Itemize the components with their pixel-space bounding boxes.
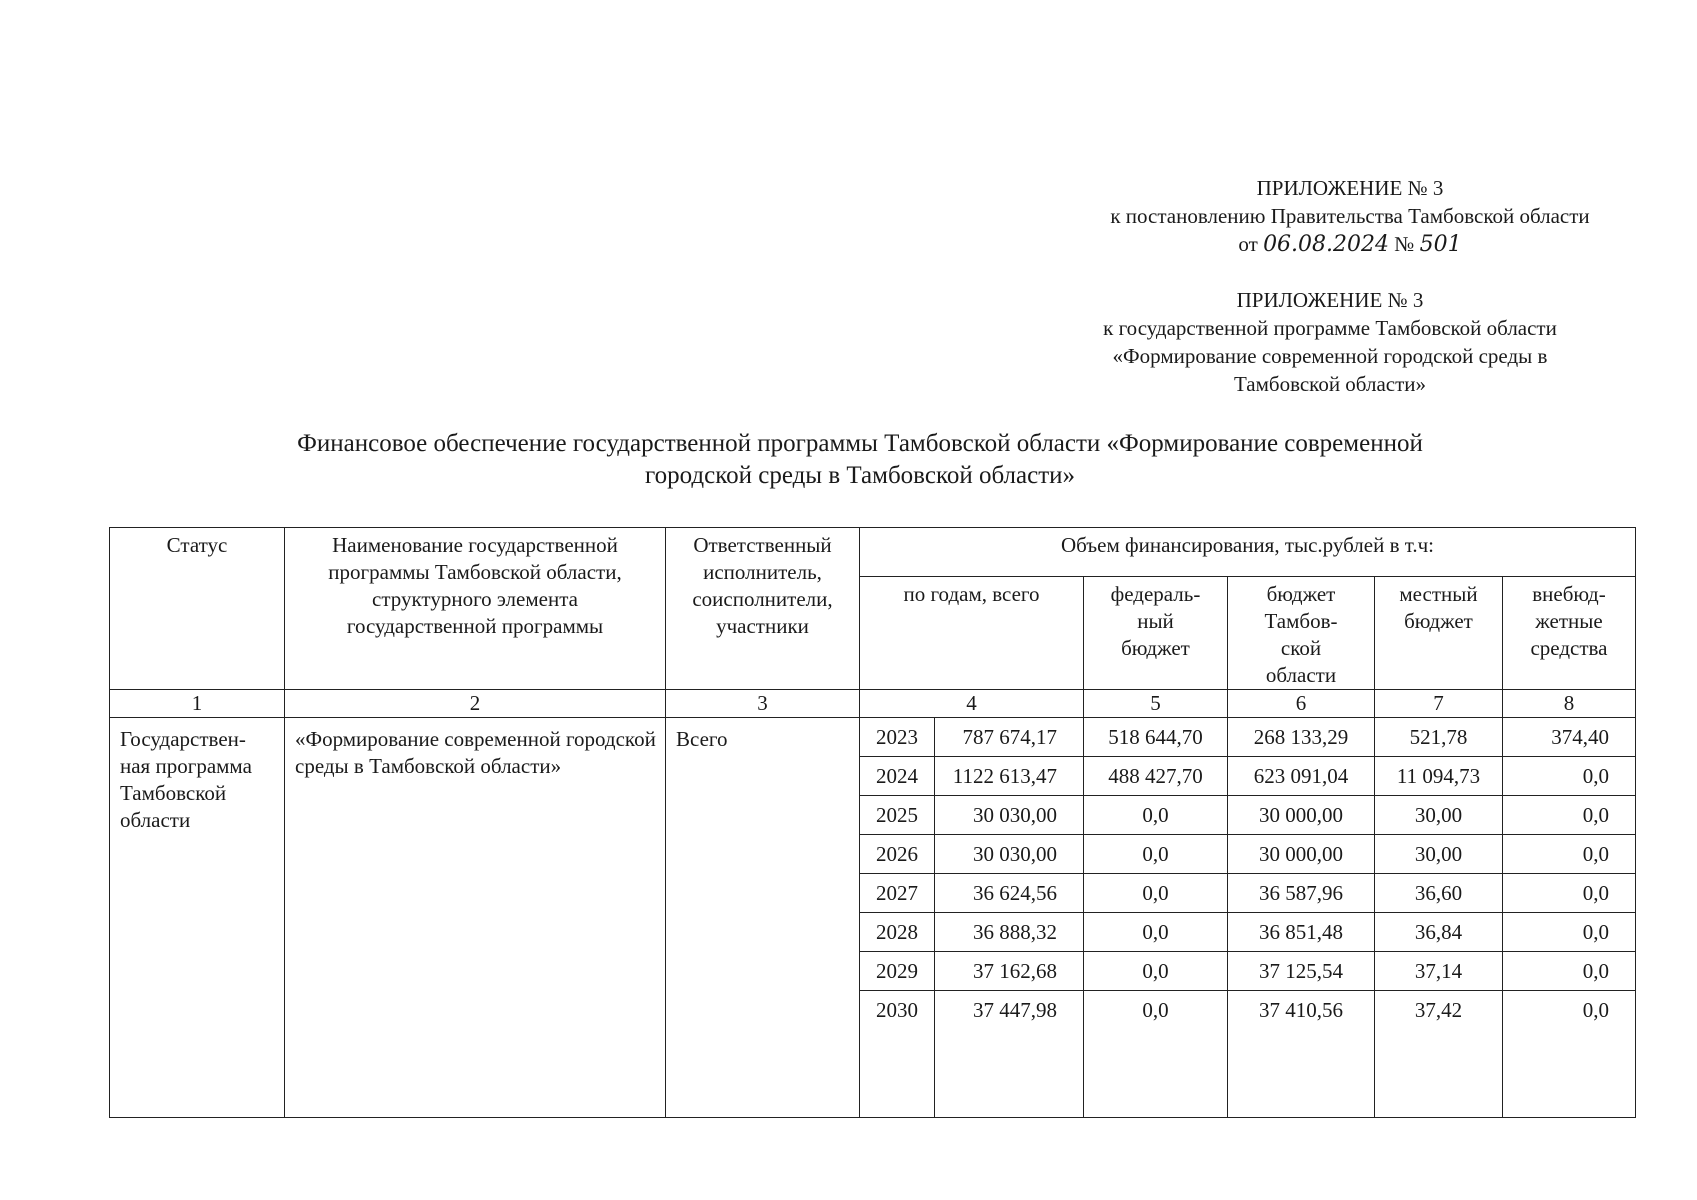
local-cell: 36,84 xyxy=(1375,913,1503,952)
col-number: 6 xyxy=(1228,690,1375,718)
header-name: Наименование государственной программы Тамбовской области, структурного элемента государственной программы xyxy=(285,528,666,690)
col-number: 3 xyxy=(666,690,860,718)
header-row-1 xyxy=(110,528,1636,577)
extra-cell: 0,0 xyxy=(1503,913,1636,952)
date-prefix: от xyxy=(1238,232,1258,256)
number-prefix: № xyxy=(1394,232,1415,256)
local-cell: 521,78 xyxy=(1375,718,1503,757)
federal-cell: 0,0 xyxy=(1084,874,1228,913)
regional-cell: 36 851,48 xyxy=(1228,913,1375,952)
total-cell: 36 888,32 xyxy=(935,913,1084,952)
decree-appendix-label: ПРИЛОЖЕНИЕ № 3 xyxy=(1256,176,1444,200)
year-cell: 2026 xyxy=(860,835,935,874)
year-cell: 2025 xyxy=(860,796,935,835)
header-funding: Объем финансирования, тыс.рублей в т.ч: xyxy=(860,528,1636,577)
table-row xyxy=(110,718,1636,757)
federal-cell: 518 644,70 xyxy=(1084,718,1228,757)
extra-cell: 0,0 xyxy=(1503,757,1636,796)
program-name-cell: «Формирование современной городской среды в Тамбовской области» xyxy=(285,718,666,1118)
col-number: 8 xyxy=(1503,690,1636,718)
program-appendix-line3: Тамбовской области» xyxy=(1233,372,1427,396)
col-number: 4 xyxy=(860,690,1084,718)
regional-cell: 268 133,29 xyxy=(1228,718,1375,757)
responsible-cell: Всего xyxy=(666,718,860,1118)
local-cell: 37,42 xyxy=(1375,991,1503,1118)
total-cell: 37 447,98 xyxy=(935,991,1084,1118)
program-appendix-line2: «Формирование современной городской среды в xyxy=(1112,344,1548,368)
decree-reference xyxy=(1060,174,1640,259)
column-number-row xyxy=(110,690,1636,718)
regional-cell: 623 091,04 xyxy=(1228,757,1375,796)
year-cell: 2029 xyxy=(860,952,935,991)
federal-cell: 0,0 xyxy=(1084,991,1228,1118)
header-regional: бюджет Тамбов-ской области xyxy=(1228,577,1375,690)
local-cell: 37,14 xyxy=(1375,952,1503,991)
program-appendix-reference xyxy=(1060,286,1600,398)
year-cell: 2027 xyxy=(860,874,935,913)
federal-cell: 0,0 xyxy=(1084,913,1228,952)
total-cell: 37 162,68 xyxy=(935,952,1084,991)
col-number: 2 xyxy=(285,690,666,718)
federal-cell: 488 427,70 xyxy=(1084,757,1228,796)
year-cell: 2028 xyxy=(860,913,935,952)
regional-cell: 30 000,00 xyxy=(1228,796,1375,835)
regional-cell: 30 000,00 xyxy=(1228,835,1375,874)
year-cell: 2023 xyxy=(860,718,935,757)
col-number: 7 xyxy=(1375,690,1503,718)
year-cell: 2024 xyxy=(860,757,935,796)
header-status: Статус xyxy=(110,528,285,690)
federal-cell: 0,0 xyxy=(1084,952,1228,991)
extra-cell: 0,0 xyxy=(1503,991,1636,1118)
total-cell: 30 030,00 xyxy=(935,796,1084,835)
col-number: 1 xyxy=(110,690,285,718)
regional-cell: 37 125,54 xyxy=(1228,952,1375,991)
local-cell: 11 094,73 xyxy=(1375,757,1503,796)
local-cell: 36,60 xyxy=(1375,874,1503,913)
extra-cell: 0,0 xyxy=(1503,952,1636,991)
status-cell: Государствен-ная программа Тамбовской области xyxy=(110,718,285,1118)
program-appendix-label: ПРИЛОЖЕНИЕ № 3 xyxy=(1236,288,1424,312)
total-cell: 1122 613,47 xyxy=(935,757,1084,796)
federal-cell: 0,0 xyxy=(1084,796,1228,835)
total-cell: 787 674,17 xyxy=(935,718,1084,757)
header-by-years: по годам, всего xyxy=(860,577,1084,690)
header-extra: внебюд-жетные средства xyxy=(1503,577,1636,690)
header-federal: федераль-ный бюджет xyxy=(1084,577,1228,690)
extra-cell: 0,0 xyxy=(1503,874,1636,913)
regional-cell: 36 587,96 xyxy=(1228,874,1375,913)
decree-date-line xyxy=(1060,230,1640,259)
local-cell: 30,00 xyxy=(1375,796,1503,835)
document-title xyxy=(200,428,1520,492)
federal-cell: 0,0 xyxy=(1084,835,1228,874)
title-line2: городской среды в Тамбовской области» xyxy=(644,462,1076,489)
program-appendix-line1: к государственной программе Тамбовской области xyxy=(1103,316,1557,340)
decree-line: к постановлению Правительства Тамбовской области xyxy=(1110,204,1590,228)
col-number: 5 xyxy=(1084,690,1228,718)
year-cell: 2030 xyxy=(860,991,935,1118)
header-local: местный бюджет xyxy=(1375,577,1503,690)
extra-cell: 374,40 xyxy=(1503,718,1636,757)
local-cell: 30,00 xyxy=(1375,835,1503,874)
decree-date: 06.08.2024 xyxy=(1263,232,1390,257)
extra-cell: 0,0 xyxy=(1503,835,1636,874)
total-cell: 30 030,00 xyxy=(935,835,1084,874)
title-line1: Финансовое обеспечение государственной программы Тамбовской области «Формирование современной xyxy=(297,430,1423,457)
extra-cell: 0,0 xyxy=(1503,796,1636,835)
total-cell: 36 624,56 xyxy=(935,874,1084,913)
header-responsible: Ответственный исполнитель, соисполнители, участники xyxy=(666,528,860,690)
decree-number: 501 xyxy=(1419,232,1462,257)
regional-cell: 37 410,56 xyxy=(1228,991,1375,1118)
financing-table xyxy=(109,527,1636,1118)
